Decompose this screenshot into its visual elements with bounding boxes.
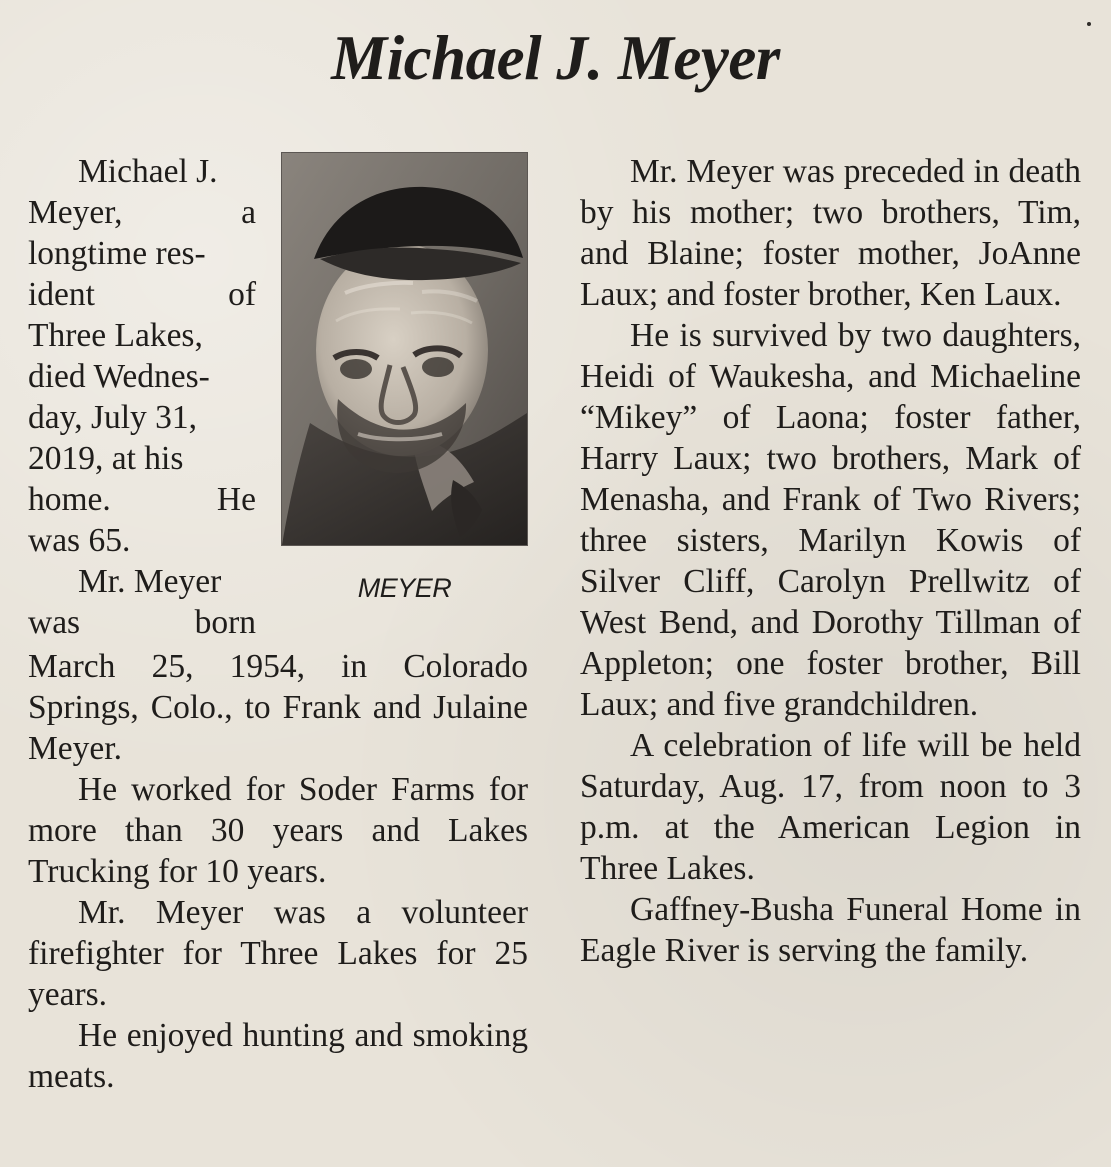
paragraph-funeral-home: Gaffney-Busha Funeral Home in Eagle River is serving the family. [580, 891, 1081, 969]
intro-line: Three Lakes, [28, 317, 203, 354]
intro-line: ident of [28, 276, 256, 313]
intro-line: Meyer, a [28, 194, 256, 231]
intro-line: died Wednes- [28, 358, 210, 395]
intro-line: Mr. Meyer [78, 563, 222, 600]
intro-line: home. He [28, 481, 256, 518]
paragraph-survived: He is survived by two daughters, Heidi of Waukesha, and Michaeline “Mikey” of Laona; foster father, Harry Laux; two brothers, Mark of Menasha, and Frank of Two Rivers; three sisters, Marilyn Kowis of Silver Cliff, Carolyn Prellwitz of West Bend, and Dorothy Tillman of Appleton; one foster brother, Bill Laux; and five grandchildren. [580, 317, 1081, 723]
paragraph-work: He worked for Soder Farms for more than 30 years and Lakes Trucking for 10 years. [28, 771, 528, 890]
intro-line: was 65. [28, 522, 131, 559]
intro-line: Michael J. [78, 153, 218, 190]
photo-caption: MEYER [357, 573, 452, 603]
print-speck [1087, 22, 1091, 26]
obituary-title: Michael J. Meyer [331, 23, 780, 93]
left-column-intro [28, 151, 256, 643]
right-column-body [580, 151, 1081, 971]
paragraph-preceded: Mr. Meyer was preceded in death by his mother; two brothers, Tim, and Blaine; foster mother, JoAnne Laux; and foster brother, Ken Laux. [580, 153, 1081, 313]
portrait-image [282, 153, 527, 545]
intro-line: day, July 31, [28, 399, 198, 436]
intro-line: 2019, at his [28, 440, 184, 477]
paragraph-volunteer: Mr. Meyer was a volunteer firefighter for Three Lakes for 25 years. [28, 894, 528, 1013]
paragraph-birth: March 25, 1954, in Colorado Springs, Colo., to Frank and Julaine Meyer. [28, 648, 528, 767]
paragraph-hobbies: He enjoyed hunting and smoking meats. [28, 1017, 528, 1095]
intro-line: longtime res- [28, 235, 206, 272]
left-column-body [28, 646, 528, 1097]
paragraph-celebration: A celebration of life will be held Saturday, Aug. 17, from noon to 3 p.m. at the American Legion in Three Lakes. [580, 727, 1081, 887]
intro-line: was born [28, 604, 256, 641]
portrait-photo [281, 152, 528, 546]
